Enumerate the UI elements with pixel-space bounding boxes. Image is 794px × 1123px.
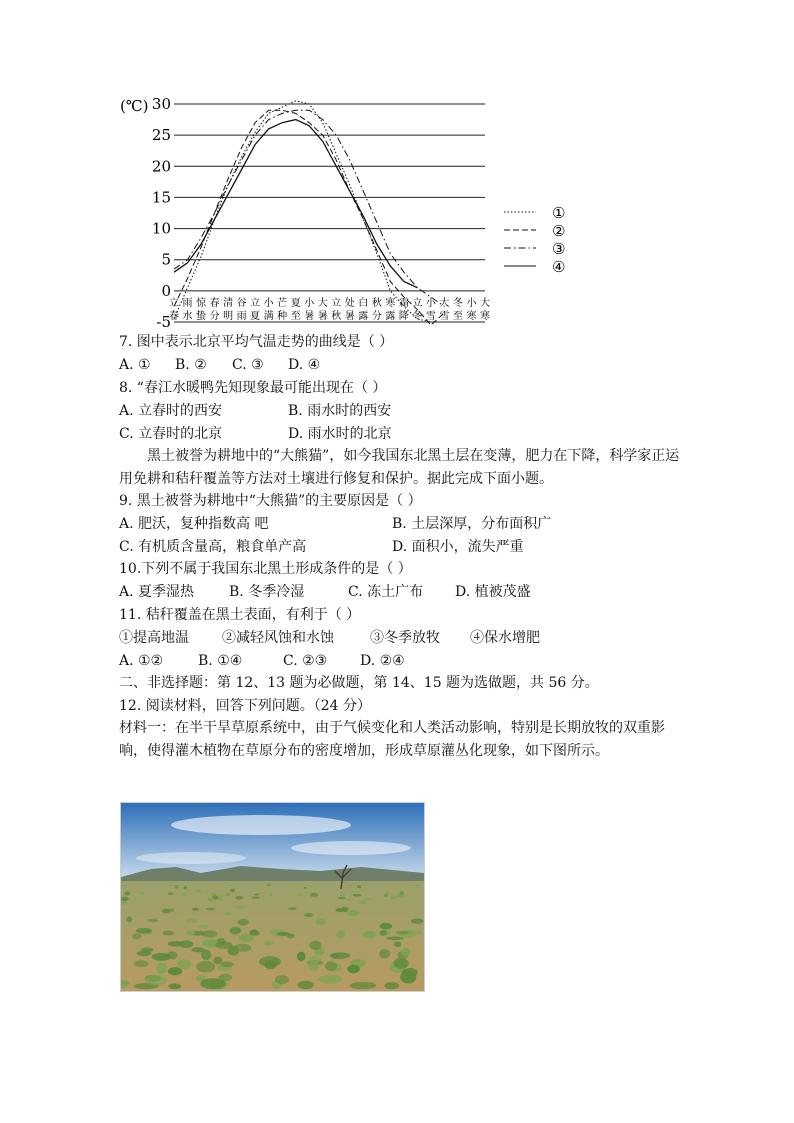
x-category-label-bottom: 夏 (250, 311, 261, 322)
x-category-label-top: 夏 (290, 298, 301, 309)
q11-item-3: ③冬季放牧 (370, 630, 440, 646)
y-tick-label: 25 (151, 126, 171, 145)
x-category-label-top: 惊 (196, 298, 207, 309)
series-lines (174, 101, 444, 325)
q7-stem: 7. 图中表示北京平均气温走势的曲线是（ ） (119, 334, 394, 350)
x-category-label-top: 霜 (398, 298, 409, 309)
x-category-label-top: 秋 (371, 298, 382, 309)
q10-option-a: A. 夏季湿热 (119, 584, 195, 600)
x-category-label-bottom: 雪 (439, 311, 450, 322)
x-category-label-top: 白 (358, 298, 369, 309)
q11-item-1: ①提高地温 (119, 630, 189, 646)
x-category-label-bottom: 分 (371, 311, 382, 322)
x-category-label-bottom: 露 (358, 311, 369, 322)
x-category-label-top: 小 (304, 298, 315, 309)
x-category-label-top: 大 (439, 298, 450, 309)
q12-stem: 12. 阅读材料，回答下列问题。（24 分） (119, 698, 371, 714)
x-category-label-bottom: 秋 (331, 311, 342, 322)
q8-option-d: D. 雨水时的北京 (288, 426, 392, 442)
q8-stem: 8. “春江水暖鸭先知现象最可能出现在（ ） (119, 380, 387, 396)
x-category-label-top: 立 (331, 298, 342, 309)
grassland-shrub-photo (120, 802, 425, 992)
x-category-label-bottom: 分 (209, 311, 220, 322)
y-tick-label: 15 (151, 188, 171, 207)
q9-option-a: A. 肥沃，复种指数高 吧 (119, 516, 269, 532)
y-tick-label: 30 (151, 95, 171, 113)
chart-legend (504, 204, 565, 276)
q7-option-c: C. ③ (232, 357, 264, 373)
y-tick-label: 10 (151, 219, 171, 238)
x-category-label-bottom: 种 (277, 311, 288, 322)
q9-option-d: D. 面积小，流失严重 (392, 539, 524, 555)
legend-label: ③ (552, 240, 566, 258)
series-line-① (174, 101, 431, 322)
x-category-label-top: 立 (169, 298, 179, 309)
q11-item-2: ②减轻风蚀和水蚀 (222, 630, 334, 646)
x-category-label-bottom: 至 (452, 311, 463, 322)
q7-option-a: A. ① (119, 357, 151, 373)
x-category-label-top: 谷 (236, 298, 247, 309)
x-category-label-top: 芒 (277, 298, 288, 309)
q10-stem: 10.下列不属于我国东北黑土形成条件的是（ ） (119, 561, 412, 577)
q11-stem: 11. 秸秆覆盖在黑土表面，有利于（ ） (119, 607, 361, 623)
x-category-label-top: 小 (263, 298, 274, 309)
q10-option-b: B. 冬季冷湿 (229, 584, 305, 600)
legend-label: ② (552, 222, 566, 240)
y-tick-label: 5 (161, 250, 171, 269)
x-category-label-bottom: 寒 (466, 311, 477, 322)
x-category-label-bottom: 露 (385, 311, 396, 322)
legend-label: ④ (552, 258, 566, 276)
q8-option-b: B. 雨水时的西安 (288, 403, 392, 419)
q9-stem: 9. 黑土被誉为耕地中“大熊猫”的主要原因是（ ） (119, 493, 422, 509)
x-category-label-top: 大 (317, 298, 328, 309)
material-one: 材料一：在半干旱草原系统中，由于气候变化和人类活动影响，特别是长期放牧的双重影响，使得灌木植物在草原分布的密度增加，形成草原灌丛化现象，如下图所示。 (119, 720, 665, 759)
x-category-label-bottom: 暑 (317, 311, 328, 322)
q11-option-a: A. ①② (119, 653, 164, 669)
series-line-④ (174, 120, 417, 288)
y-axis-unit: (℃) (120, 97, 149, 115)
q11-option-c: C. ②③ (283, 653, 328, 669)
x-category-label-top: 寒 (385, 298, 396, 309)
x-category-label-top: 立 (250, 298, 261, 309)
q7-option-d: D. ④ (288, 357, 321, 373)
q8-option-c: C. 立春时的北京 (119, 426, 223, 442)
x-category-label-top: 立 (412, 298, 423, 309)
y-tick-label: 0 (161, 281, 171, 300)
temperature-line-chart (118, 92, 588, 328)
x-category-label-bottom: 至 (290, 311, 301, 322)
x-category-label-bottom: 寒 (480, 311, 490, 322)
q9-option-c: C. 有机质含量高，粮食单产高 (119, 539, 307, 555)
x-category-label-bottom: 雪 (425, 311, 436, 322)
x-category-label-top: 春 (209, 298, 220, 309)
x-category-labels (169, 296, 490, 322)
y-tick-label: -5 (156, 313, 171, 328)
q9-option-b: B. 土层深厚，分布面积广 (392, 516, 552, 532)
x-category-label-top: 小 (425, 298, 436, 309)
q11-item-4: ④保水增肥 (470, 630, 540, 646)
series-line-② (174, 110, 444, 325)
chart-grid (174, 104, 485, 322)
legend-label: ① (552, 204, 566, 222)
x-category-label-bottom: 冬 (412, 311, 423, 322)
section-two-heading: 二、非选择题：第 12、13 题为必做题，第 14、15 题为选做题，共 56 分。 (119, 675, 599, 691)
x-category-label-top: 清 (223, 298, 234, 309)
x-category-label-bottom: 水 (182, 311, 193, 322)
q10-option-c: C. 冻土广布 (348, 584, 424, 600)
x-category-label-bottom: 降 (398, 311, 409, 322)
y-tick-labels (152, 95, 171, 328)
x-category-label-bottom: 满 (263, 311, 274, 322)
x-category-label-bottom: 春 (169, 311, 179, 322)
x-category-label-top: 大 (480, 298, 490, 309)
q11-option-b: B. ①④ (198, 653, 243, 669)
x-category-label-top: 冬 (452, 298, 463, 309)
x-category-label-bottom: 雨 (236, 311, 247, 322)
x-category-label-top: 雨 (182, 298, 193, 309)
x-category-label-bottom: 暑 (344, 311, 355, 322)
q8-option-a: A. 立春时的西安 (119, 403, 223, 419)
q11-option-d: D. ②④ (360, 653, 405, 669)
x-category-label-bottom: 明 (223, 311, 234, 322)
passage-black-soil: 黑土被誉为耕地中的“大熊猫”，如今我国东北黑土层在变薄，肥力在下降，科学家正运用免耕和秸秆覆盖等方法对土壤进行修复和保护。据此完成下面小题。 (119, 448, 680, 487)
q10-option-d: D. 植被茂盛 (455, 584, 531, 600)
x-category-label-bottom: 暑 (304, 311, 315, 322)
x-category-label-bottom: 蛰 (196, 311, 207, 322)
q7-option-b: B. ② (175, 357, 207, 373)
series-line-③ (174, 110, 444, 306)
x-category-label-top: 处 (344, 298, 355, 309)
x-category-label-top: 小 (466, 298, 477, 309)
y-tick-label: 20 (151, 157, 171, 176)
